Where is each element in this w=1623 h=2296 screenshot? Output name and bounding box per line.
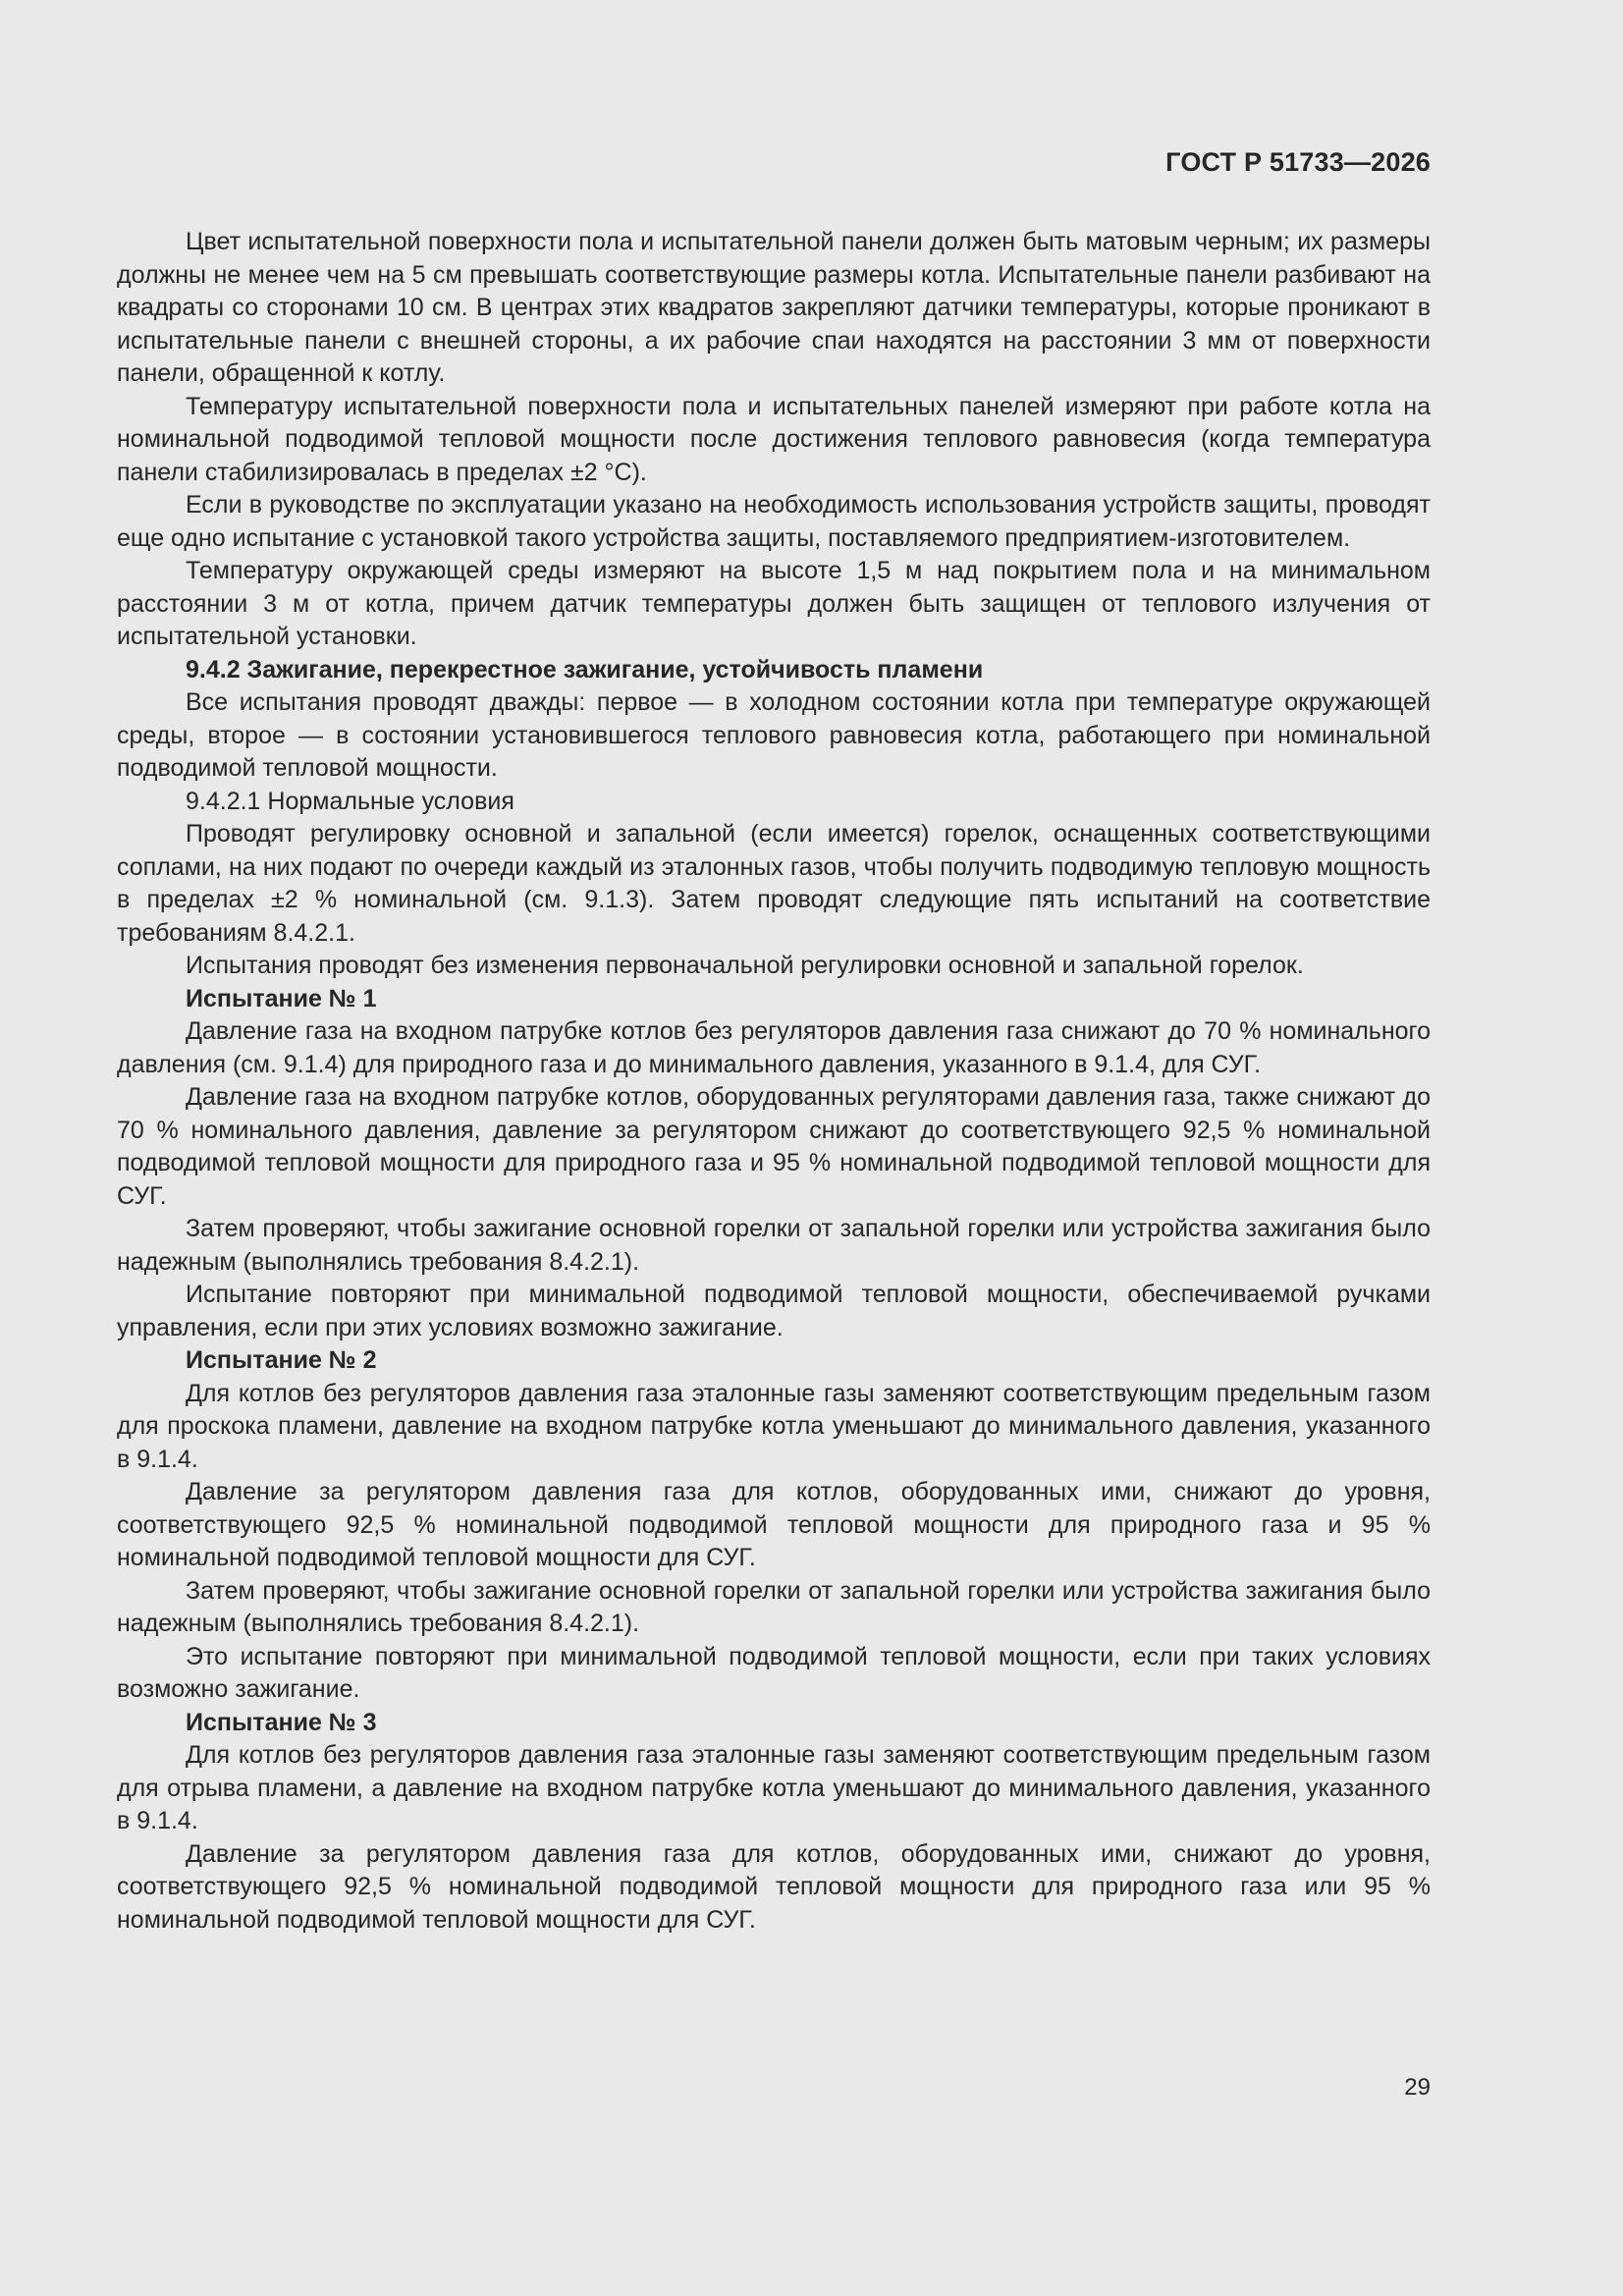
body-paragraph: Цвет испытательной поверхности пола и испытательной панели должен быть матовым черным; их размеры должны не менее чем на 5 см превышать соответствующие размеры котла. Испытательные панели разбивают на квадраты со сторонами 10 см. В центрах этих квадратов закрепляют датчики температуры, которые проникают в испытательные панели с внешней стороны, а их рабочие спаи находятся на расстоянии 3 мм от поверхности панели, обращенной к котлу. — [117, 228, 1431, 387]
page-number: 29 — [1404, 2074, 1431, 2101]
body-paragraph: Давление за регулятором давления газа для котлов, оборудованных ими, снижают до уровня, соответствующего 92,5 % номинальной подводимой тепловой мощности для природного газа или 95 % номинальной подводимой тепловой мощности для СУГ. — [117, 1839, 1431, 1934]
body-paragraph: Температуру испытательной поверхности пола и испытательных панелей измеряют при работе котла на номинальной подводимой тепловой мощности после достижения теплового равновесия (когда температура панели стабилизировалась в пределах ±2 °С). — [117, 392, 1431, 486]
body-paragraph: Затем проверяют, чтобы зажигание основной горелки от запальной горелки или устройства зажигания было надежным (выполнялись требования 8.4.2.1). — [117, 1576, 1431, 1637]
body-paragraph: Все испытания проводят дважды: первое — в холодном состоянии котла при температуре окружающей среды, второе — в состоянии установившегося теплового равновесия котла, работающего при номинальной подводимой тепловой мощности. — [117, 688, 1431, 782]
body-paragraph: Давление газа на входном патрубке котлов без регуляторов давления газа снижают до 70 % номинального давления (см. 9.1.4) для природного газа и до минимального давления, указанного в 9.1.4, для СУГ. — [117, 1017, 1431, 1078]
section-heading: 9.4.2 Зажигание, перекрестное зажигание, устойчивость пламени — [186, 655, 984, 683]
body-paragraph: Температуру окружающей среды измеряют на высоте 1,5 м над покрытием пола и на минимальном расстоянии 3 м от котла, причем датчик температуры должен быть защищен от теплового излучения от испытательной установки. — [117, 557, 1431, 650]
body-paragraph: Это испытание повторяют при минимальной подводимой тепловой мощности, если при таких условиях возможно зажигание. — [117, 1642, 1431, 1703]
body-paragraph: Если в руководстве по эксплуатации указано на необходимость использования устройств защиты, проводят еще одно испытание с установкой такого устройства защиты, поставляемого предприятием-изготовителем. — [117, 491, 1431, 552]
body-paragraph: Проводят регулировку основной и запальной (если имеется) горелок, оснащенных соответствующими соплами, на них подают по очереди каждый из эталонных газов, чтобы получить подводимую тепловую мощность в пределах ±2 % номинальной (см. 9.1.3). Затем проводят следующие пять испытаний на соответствие требованиям 8.4.2.1. — [117, 820, 1431, 947]
document-header: ГОСТ Р 51733—2026 — [1165, 147, 1431, 177]
section-heading: Испытание № 2 — [186, 1346, 377, 1374]
body-paragraph: 9.4.2.1 Нормальные условия — [186, 787, 514, 815]
body-paragraph: Для котлов без регуляторов давления газа эталонные газы заменяют соответствующим предельным газом для проскока пламени, давление на входном патрубке котла уменьшают до минимального давления, указанного в 9.1.4. — [117, 1379, 1431, 1473]
section-heading: Испытание № 1 — [186, 984, 377, 1012]
document-body — [117, 226, 1431, 1937]
body-paragraph: Испытания проводят без изменения первоначальной регулировки основной и запальной горелок. — [186, 952, 1304, 979]
body-paragraph: Для котлов без регуляторов давления газа эталонные газы заменяют соответствующим предельным газом для отрыва пламени, а давление на входном патрубке котла уменьшают до минимального давления, указанного в 9.1.4. — [117, 1741, 1431, 1834]
body-paragraph: Давление газа на входном патрубке котлов, оборудованных регуляторами давления газа, также снижают до 70 % номинального давления, давление за регулятором снижают до соответствующего 92,5 % номинальной подводимой тепловой мощности для природного газа и 95 % номинальной подводимой тепловой мощности для СУГ. — [117, 1083, 1431, 1210]
section-heading: Испытание № 3 — [186, 1708, 377, 1736]
body-paragraph: Давление за регулятором давления газа для котлов, оборудованных ими, снижают до уровня, соответствующего 92,5 % номинальной подводимой тепловой мощности для природного газа и 95 % номинальной подводимой тепловой мощности для СУГ. — [117, 1478, 1431, 1571]
body-paragraph: Затем проверяют, чтобы зажигание основной горелки от запальной горелки или устройства зажигания было надежным (выполнялись требования 8.4.2.1). — [117, 1215, 1431, 1276]
body-paragraph: Испытание повторяют при минимальной подводимой тепловой мощности, обеспечиваемой ручками управления, если при этих условиях возможно зажигание. — [117, 1281, 1431, 1341]
